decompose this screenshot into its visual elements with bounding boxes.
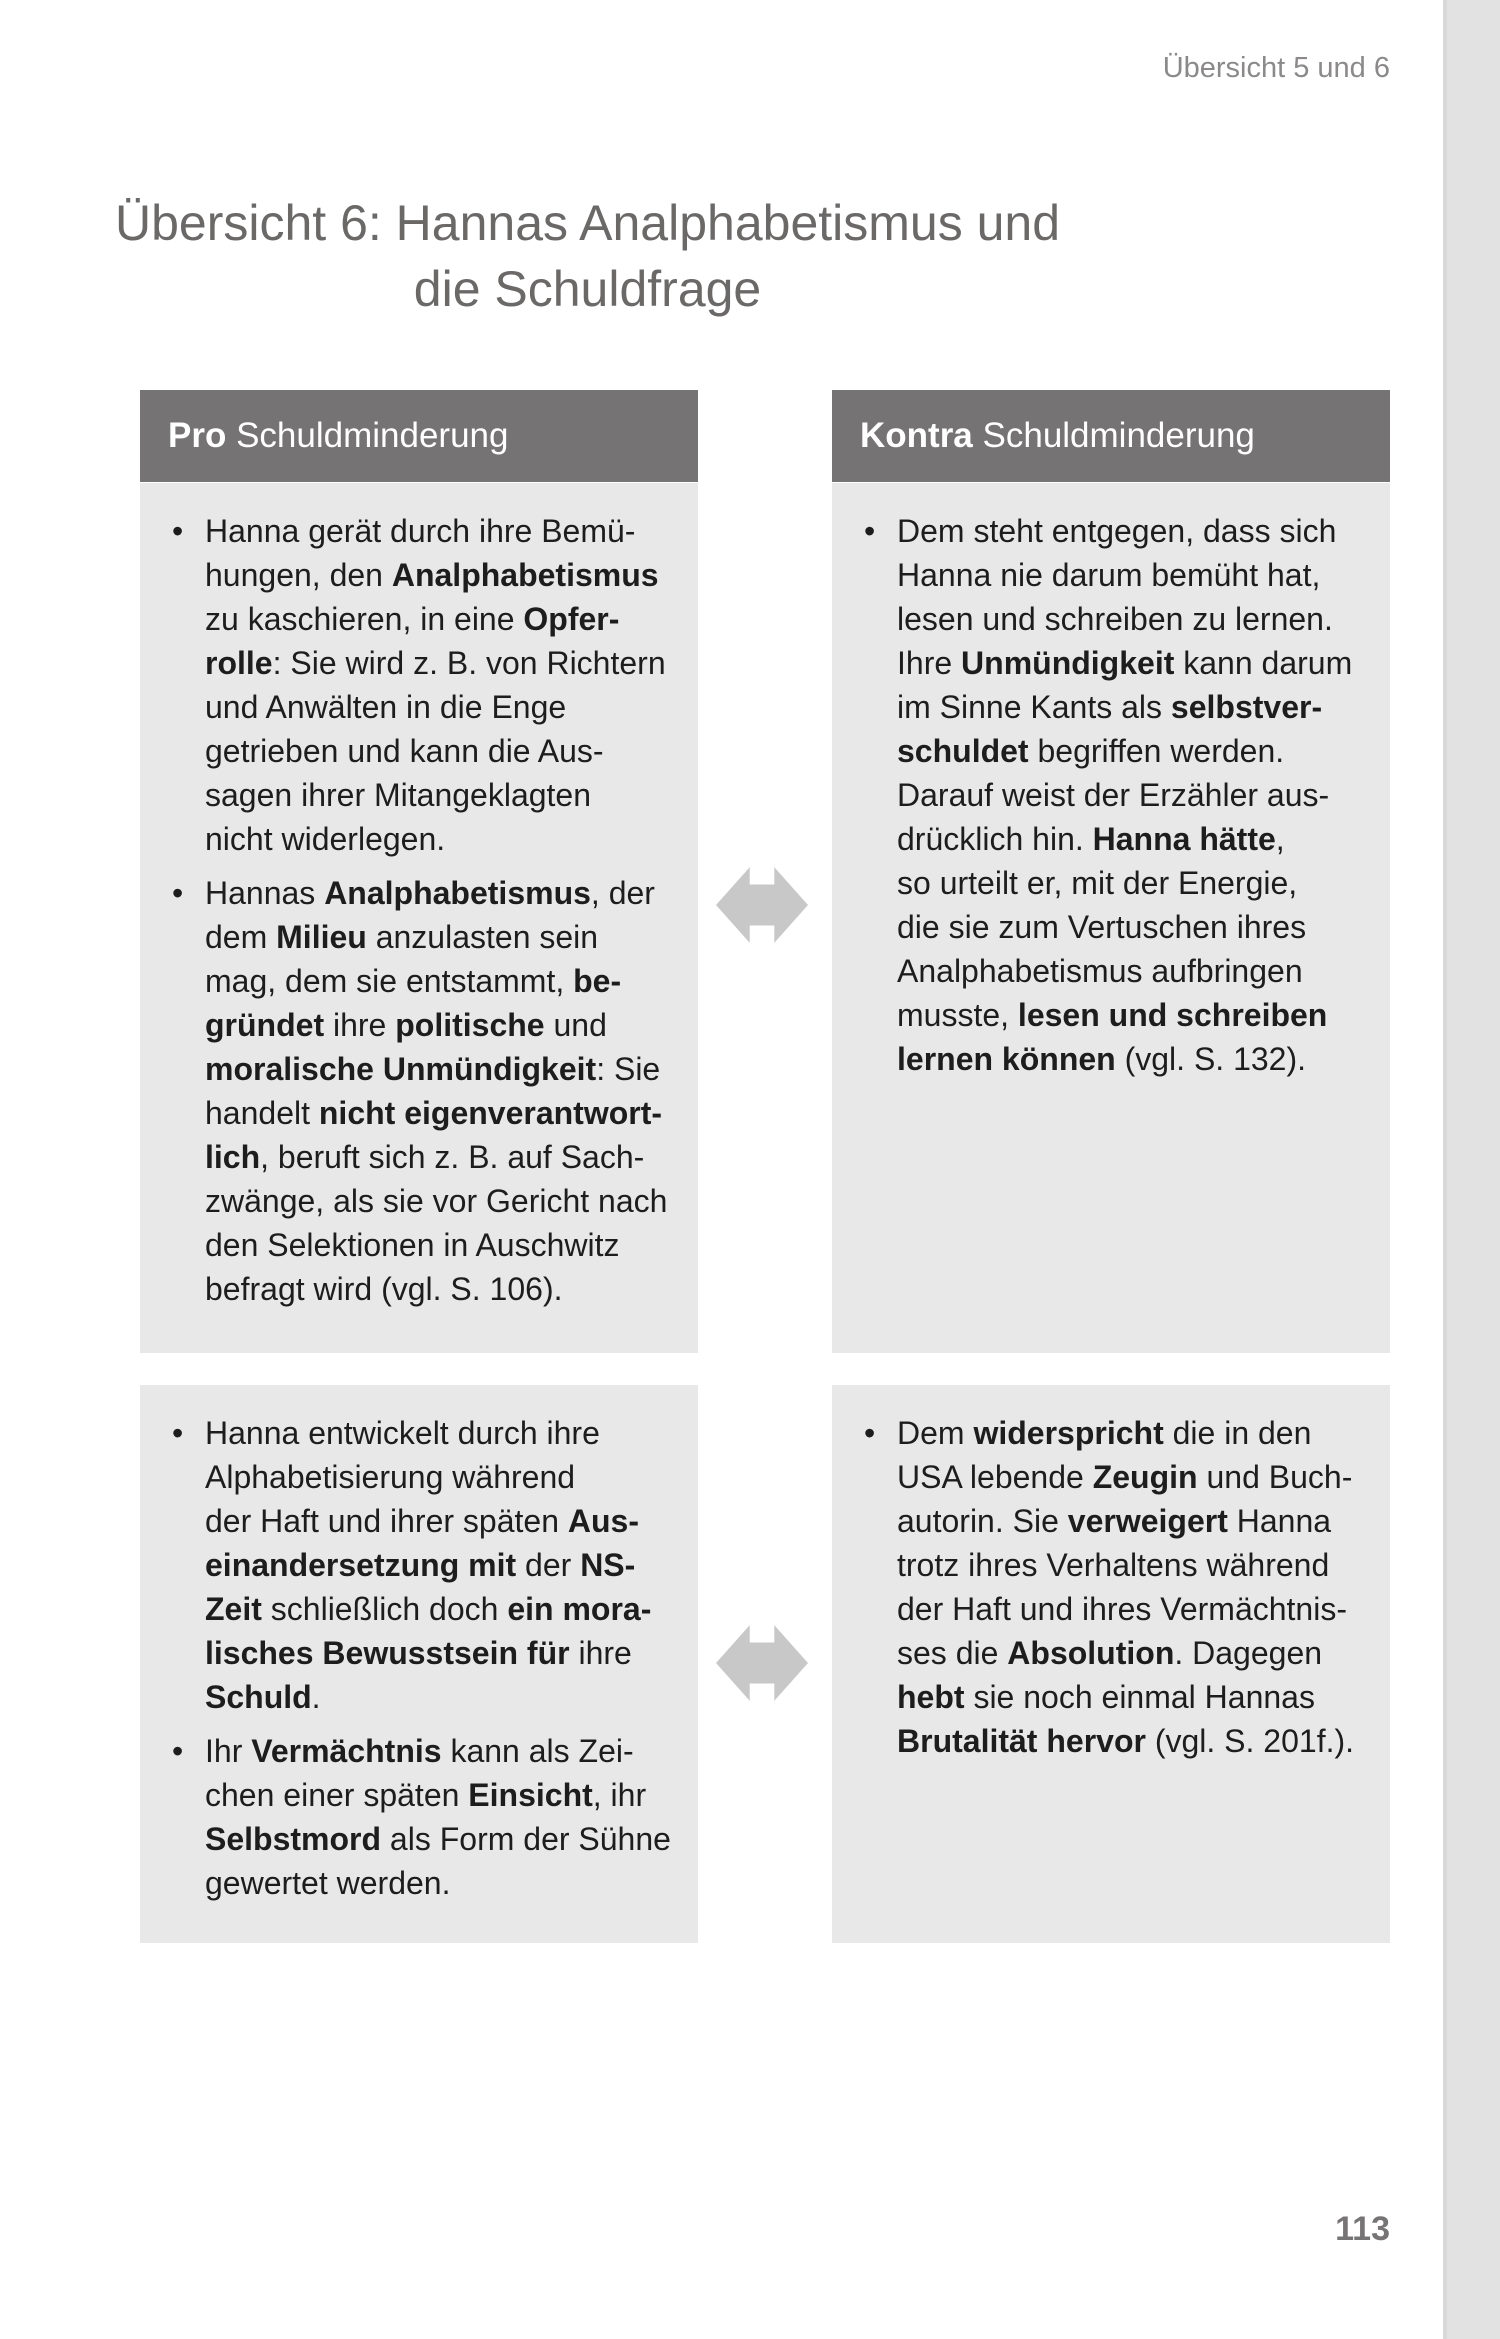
kontra-column-header [832, 390, 1390, 482]
running-head: Übersicht 5 und 6 [1162, 52, 1390, 84]
bullet-text: Ihr Vermächtnis kann als Zei- chen einer späten Einsicht, ihr Selbstmord als Form der Sühne gewertet werden. [205, 1733, 671, 1901]
bullet-text: Dem widerspricht die in den USA lebende Zeugin und Buch- autorin. Sie verweigert Hanna trotz ihres Verhaltens während der Haft und ihres Vermächtnis- ses die Absolution. Dagegen hebt sie noch einmal Hannas Brutalität hervor (vgl. S. 201f.). [897, 1415, 1355, 1759]
bullet-item [172, 1729, 680, 1905]
bullet-item [172, 1411, 680, 1719]
bullet-text: Dem steht entgegen, dass sich Hanna nie darum bemüht hat, lesen und schreiben zu lernen. Ihre Unmündigkeit kann darum im Sinne Kants als selbstver- schuldet begriffen werden. Darauf weist der Erzähler aus- drücklich hin. Hanna hätte, so urteilt er, mit der Energie, die sie zum Vertuschen ihres Analphabetismus aufbringen musste, lesen und schreiben lernen können (vgl. S. 132). [897, 513, 1353, 1077]
page-title-line-1: Übersicht 6: Hannas Analphabetismus und [115, 195, 1061, 251]
bullet-text: Hannas Analphabetismus, der dem Milieu anzulasten sein mag, dem sie entstammt, be- gründet ihre politische und moralische Unmündigkeit: Sie handelt nicht eigenverantwort- lich, beruft sich z. B. auf Sach- zwänge, als sie vor Gericht nach den Selektionen in Auschwitz befragt wird (vgl. S. 106). [205, 875, 668, 1307]
bullet-text: Hanna gerät durch ihre Bemü- hungen, den Analphabetismus zu kaschieren, in eine Opfer- rolle: Sie wird z. B. von Richtern und Anwälten in die Enge getrieben und kann die Aus- sagen ihrer Mitangeklagten nicht widerlegen. [205, 513, 666, 857]
kontra-arguments-box-1 [832, 483, 1390, 1353]
page-title [115, 190, 1060, 322]
page-title-line-2: die Schuldfrage [413, 261, 762, 317]
pro-arguments-box-1 [140, 483, 698, 1353]
kontra-column-header-label: Kontra Schuldminderung [860, 416, 1255, 455]
bullet-item [864, 1411, 1372, 1763]
bullet-marker: • [172, 513, 184, 549]
page-edge-strip [1443, 0, 1500, 2339]
bullet-item [864, 509, 1372, 1081]
bullet-item [172, 871, 680, 1311]
bullet-marker: • [172, 875, 184, 911]
left-right-arrow-icon [716, 1622, 808, 1704]
bullet-marker: • [864, 1415, 876, 1451]
pro-arguments-box-2 [140, 1385, 698, 1943]
bullet-marker: • [172, 1733, 184, 1769]
left-right-arrow-icon [716, 864, 808, 946]
page-number: 113 [1335, 2210, 1390, 2248]
bullet-marker: • [864, 513, 876, 549]
bullet-text: Hanna entwickelt durch ihre Alphabetisierung während der Haft und ihrer späten Aus- einandersetzung mit der NS- Zeit schließlich doch ein mora- lisches Bewusstsein für ihre Schuld. [205, 1415, 652, 1715]
kontra-arguments-box-2 [832, 1385, 1390, 1943]
bullet-item [172, 509, 680, 861]
bullet-marker: • [172, 1415, 184, 1451]
pro-column-header-label: Pro Schuldminderung [168, 416, 509, 455]
pro-column-header [140, 390, 698, 482]
